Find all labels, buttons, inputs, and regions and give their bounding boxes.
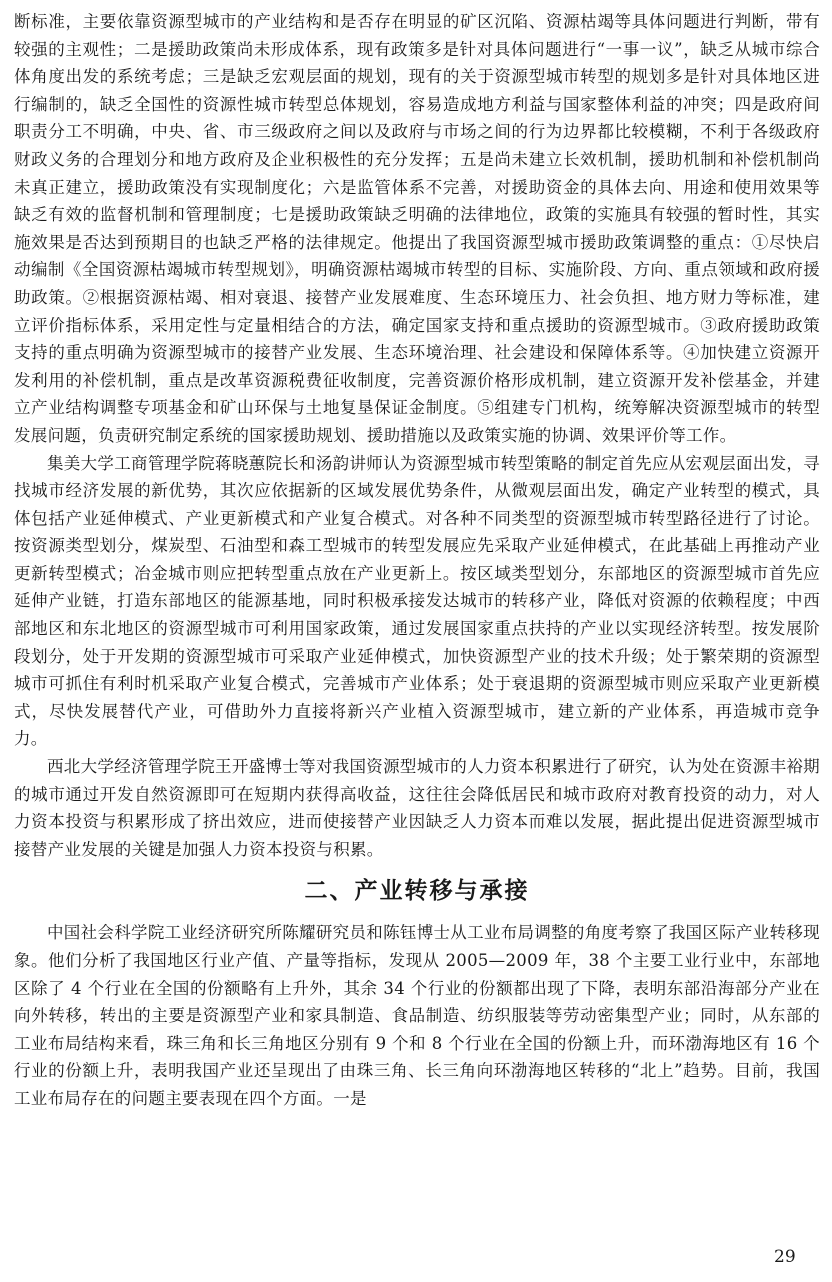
body-paragraph-northwest: 西北大学经济管理学院王开盛博士等对我国资源型城市的人力资本积累进行了研究，认为处在资源丰裕期的城市通过开发自然资源即可在短期内获得高收益，这往往会降低居民和城市政府对教育投资的动力，对人力资本投资与积累形成了挤出效应，进而使接替产业因缺乏人力资本而难以发展，据此提出促进资源型城市接替产业发展的关键是加强人力资本投资与积累。 xyxy=(14,757,820,859)
body-paragraph-industry-transfer: 中国社会科学院工业经济研究所陈耀研究员和陈钰博士从工业布局调整的角度考察了我国区际产业转移现象。他们分析了我国地区行业产值、产量等指标，发现从 2005—2009 年，38 个主要工业行业中，东部地区除了 4 个行业在全国的份额略有上升外，其余 34 个行业的份额都出现了下降，表明东部沿海部分产业在向外转移，转出的主要是资源型产业和家具制造、食品制造、纺织服装等劳动密集型产业；同时，从东部的工业布局结构来看，珠三角和长三角地区分别有 9 个和 8 个行业在全国的份额上升，而环渤海地区有 16 个行业的份额上升，表明我国产业还呈现出了由珠三角、长三角向环渤海地区转移的“北上”趋势。目前，我国工业布局存在的问题主要表现在四个方面。一是 xyxy=(14,923,820,1108)
body-paragraph-jimei: 集美大学工商管理学院蒋晓蕙院长和汤韵讲师认为资源型城市转型策略的制定首先应从宏观层面出发，寻找城市经济发展的新优势，其次应依据新的区域发展优势条件，从微观层面出发，确定产业转型的模式，具体包括产业延伸模式、产业更新模式和产业复合模式。对各种不同类型的资源型城市转型路径进行了讨论。按资源类型划分，煤炭型、石油型和森工型城市的转型发展应先采取产业延伸模式，在此基础上再推动产业更新转型模式；冶金城市则应把转型重点放在产业更新上。按区域类型划分，东部地区的资源型城市首先应延伸产业链，打造东部地区的能源基地，同时积极承接发达城市的转移产业，降低对资源的依赖程度；中西部地区和东北地区的资源型城市可利用国家政策，通过发展国家重点扶持的产业以实现经济转型。按发展阶段划分，处于开发期的资源型城市可采取产业延伸模式，加快资源型产业的技术升级；处于繁荣期的资源型城市可抓住有利时机采取产业复合模式，完善城市产业体系；处于衰退期的资源型城市则应采取产业更新模式，尽快发展替代产业，可借助外力直接将新兴产业植入资源型城市，建立新的产业体系，再造城市竞争力。 xyxy=(14,453,820,749)
page-number: 29 xyxy=(774,1247,796,1267)
document-page xyxy=(14,8,820,1113)
section-heading: 二、产业转移与承接 xyxy=(304,877,530,905)
body-paragraph-continued: 断标准，主要依靠资源型城市的产业结构和是否存在明显的矿区沉陷、资源枯竭等具体问题进行判断，带有较强的主观性；二是援助政策尚未形成体系，现有政策多是针对具体问题进行“一事一议”，缺乏从城市综合体角度出发的系统考虑；三是缺乏宏观层面的规划，现有的关于资源型城市转型的规划多是针对具体地区进行编制的，缺乏全国性的资源性城市转型总体规划，容易造成地方利益与国家整体利益的冲突；四是政府间职责分工不明确，中央、省、市三级政府之间以及政府与市场之间的行为边界都比较模糊，不利于各级政府财政义务的合理划分和地方政府及企业积极性的充分发挥；五是尚未建立长效机制，援助机制和补偿机制尚未真正建立，援助政策没有实现制度化；六是监管体系不完善，对援助资金的具体去向、用途和使用效果等缺乏有效的监督机制和管理制度；七是援助政策缺乏明确的法律地位，政策的实施具有较强的暂时性，其实施效果是否达到预期目的也缺乏严格的法律规定。他提出了我国资源型城市援助政策调整的重点：①尽快启动编制《全国资源枯竭城市转型规划》，明确资源枯竭城市转型的目标、实施阶段、方向、重点领域和政府援助政策。②根据资源枯竭、相对衰退、接替产业发展难度、生态环境压力、社会负担、地方财力等标准，建立评价指标体系，采用定性与定量相结合的方法，确定国家支持和重点援助的资源型城市。③政府援助政策支持的重点明确为资源型城市的接替产业发展、生态环境治理、社会建设和保障体系等。④加快建立资源开发利用的补偿机制，重点是改革资源税费征收制度，完善资源价格形成机制，建立资源开发补偿基金，并建立产业结构调整专项基金和矿山环保与土地复垦保证金制度。⑤组建专门机构，统筹解决资源型城市的转型发展问题，负责研究制定系统的国家援助规划、援助措施以及政策实施的协调、效果评价等工作。 xyxy=(14,12,820,445)
